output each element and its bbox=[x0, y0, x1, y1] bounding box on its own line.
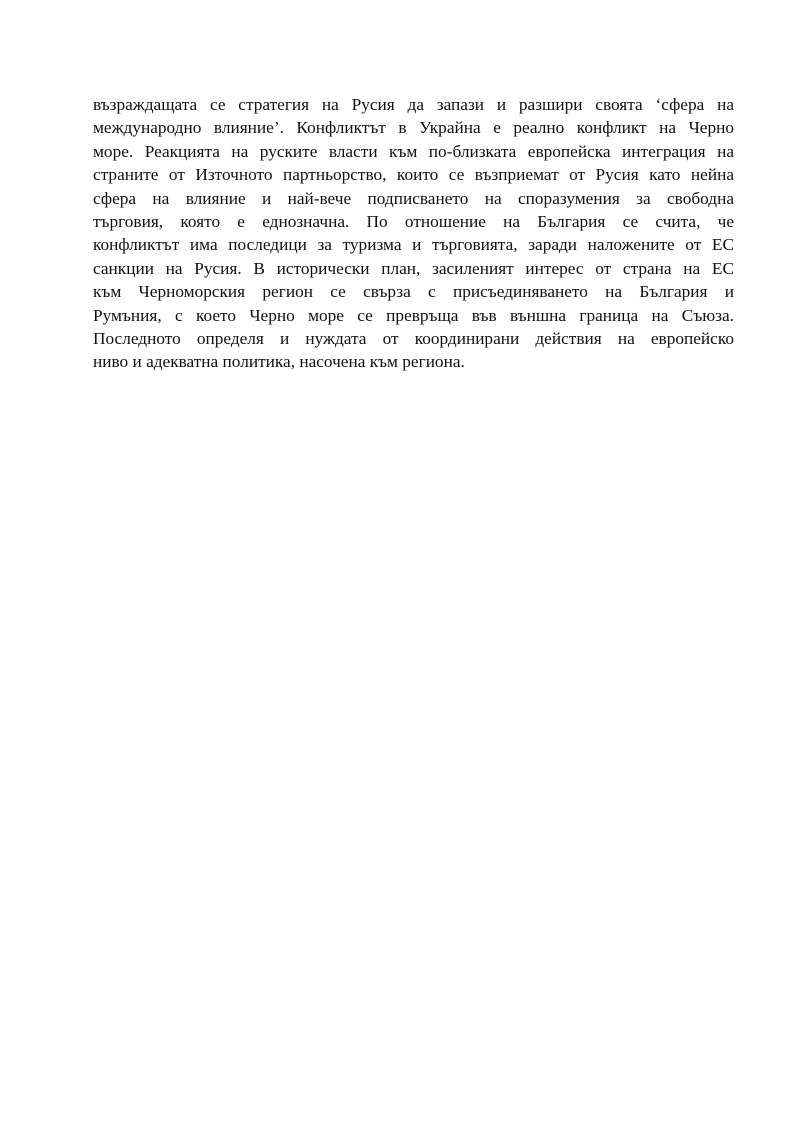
paragraph-line: Последното определя и нуждата от координирани действия на европейско bbox=[93, 328, 734, 348]
paragraph-line: ниво и адекватна политика, насочена към региона. bbox=[93, 352, 465, 372]
paragraph-line: Румъния, с което Черно море се превръща във външна граница на Съюза. bbox=[93, 305, 734, 325]
paragraph-line: море. Реакцията на руските власти към по-близката европейска интеграция на bbox=[93, 141, 734, 161]
paragraph-line: международно влияние’. Конфликтът в Украйна е реално конфликт на Черно bbox=[93, 118, 734, 138]
paragraph-line: възраждащата се стратегия на Русия да запази и разшири своята ‘сфера на bbox=[93, 95, 734, 114]
paragraph-line: сфера на влияние и най-вече подписването на споразумения за свободна bbox=[93, 188, 734, 208]
paragraph-line: конфликтът има последици за туризма и търговията, заради наложените от ЕС bbox=[93, 235, 734, 255]
paragraph-line: към Черноморския регион се свърза с присъединяването на България и bbox=[93, 282, 734, 302]
paragraph-line: страните от Източното партньорство, които се възприемат от Русия като нейна bbox=[93, 165, 734, 185]
body-paragraph bbox=[93, 93, 734, 374]
paragraph-line: санкции на Русия. В исторически план, засиленият интерес от страна на ЕС bbox=[93, 258, 734, 278]
paragraph-line: търговия, която е еднозначна. По отношение на България се счита, че bbox=[93, 211, 734, 231]
